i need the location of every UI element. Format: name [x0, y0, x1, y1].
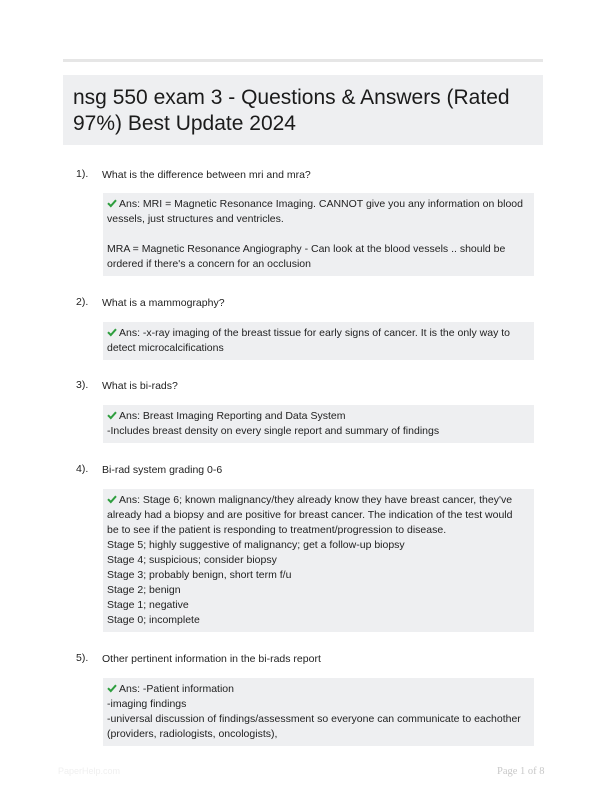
answer-line: -universal discussion of findings/assessment so everyone can communicate to eachother	[107, 713, 521, 725]
answer-line: Ans: -x-ray imaging of the breast tissue for early signs of cancer. It is the only way to	[107, 326, 530, 341]
answer-line: Stage 3; probably benign, short term f/u	[107, 569, 292, 581]
document-title-line-2: 97%) Best Update 2024	[73, 112, 296, 135]
page-indicator: Page 1 of 8	[497, 766, 545, 777]
question-text: What is the difference between mri and mra?	[102, 169, 311, 181]
answer-box	[103, 678, 534, 746]
answer-line: -Includes breast density on every single report and summary of findings	[107, 425, 440, 437]
answer-line: vessels, just structures and ventricles.	[107, 213, 284, 225]
answer-line: detect microcalcifications	[107, 342, 224, 354]
answer-line: Stage 2; benign	[107, 584, 181, 596]
question-number: 3).	[76, 379, 89, 391]
answer-line: Stage 1; negative	[107, 599, 189, 611]
question-text: What is a mammography?	[102, 297, 225, 309]
answer-line: -imaging findings	[107, 698, 187, 710]
answer-line: Ans: Breast Imaging Reporting and Data System	[107, 409, 530, 424]
answer-line: Ans: MRI = Magnetic Resonance Imaging. CANNOT give you any information on blood	[107, 197, 530, 212]
question-number: 2).	[76, 296, 89, 308]
answer-line: ordered if there's a concern for an occlusion	[107, 258, 311, 270]
answer-line: MRA = Magnetic Resonance Angiography - Can look at the blood vessels .. should be	[107, 243, 506, 255]
answer-blank-line	[107, 227, 530, 242]
check-icon	[107, 327, 117, 337]
answer-line: Stage 5; highly suggestive of malignancy; get a follow-up biopsy	[107, 539, 405, 551]
question-number: 1).	[76, 168, 89, 180]
answer-box	[103, 322, 534, 360]
answer-line: (providers, radiologists, oncologists),	[107, 728, 278, 740]
answer-line: Ans: -Patient information	[107, 682, 530, 697]
document-title-line-1: nsg 550 exam 3 - Questions & Answers (Rated	[73, 86, 510, 109]
answer-box	[103, 489, 534, 632]
question-number: 4).	[76, 463, 89, 475]
question-text: Other pertinent information in the bi-rads report	[102, 653, 321, 665]
answer-line: Stage 4; suspicious; consider biopsy	[107, 554, 277, 566]
answer-box	[103, 193, 534, 276]
answer-line: Stage 0; incomplete	[107, 614, 200, 626]
answer-box	[103, 405, 534, 443]
check-icon	[107, 494, 117, 504]
question-text: Bi-rad system grading 0-6	[102, 464, 223, 476]
header-divider	[63, 59, 543, 62]
check-icon	[107, 198, 117, 208]
document-title	[73, 85, 531, 137]
question-text: What is bi-rads?	[102, 380, 178, 392]
answer-line: already had a biopsy and are positive for breast cancer. The indication of the test would	[107, 509, 513, 521]
question-number: 5).	[76, 652, 89, 664]
answer-line: Ans: Stage 6; known malignancy/they already know they have breast cancer, they've	[107, 493, 530, 508]
answer-line: be to see if the patient is responding to treatment/progression to disease.	[107, 524, 447, 536]
title-banner	[63, 75, 543, 145]
check-icon	[107, 410, 117, 420]
check-icon	[107, 683, 117, 693]
footer-watermark: PaperHelp.com	[58, 766, 121, 776]
